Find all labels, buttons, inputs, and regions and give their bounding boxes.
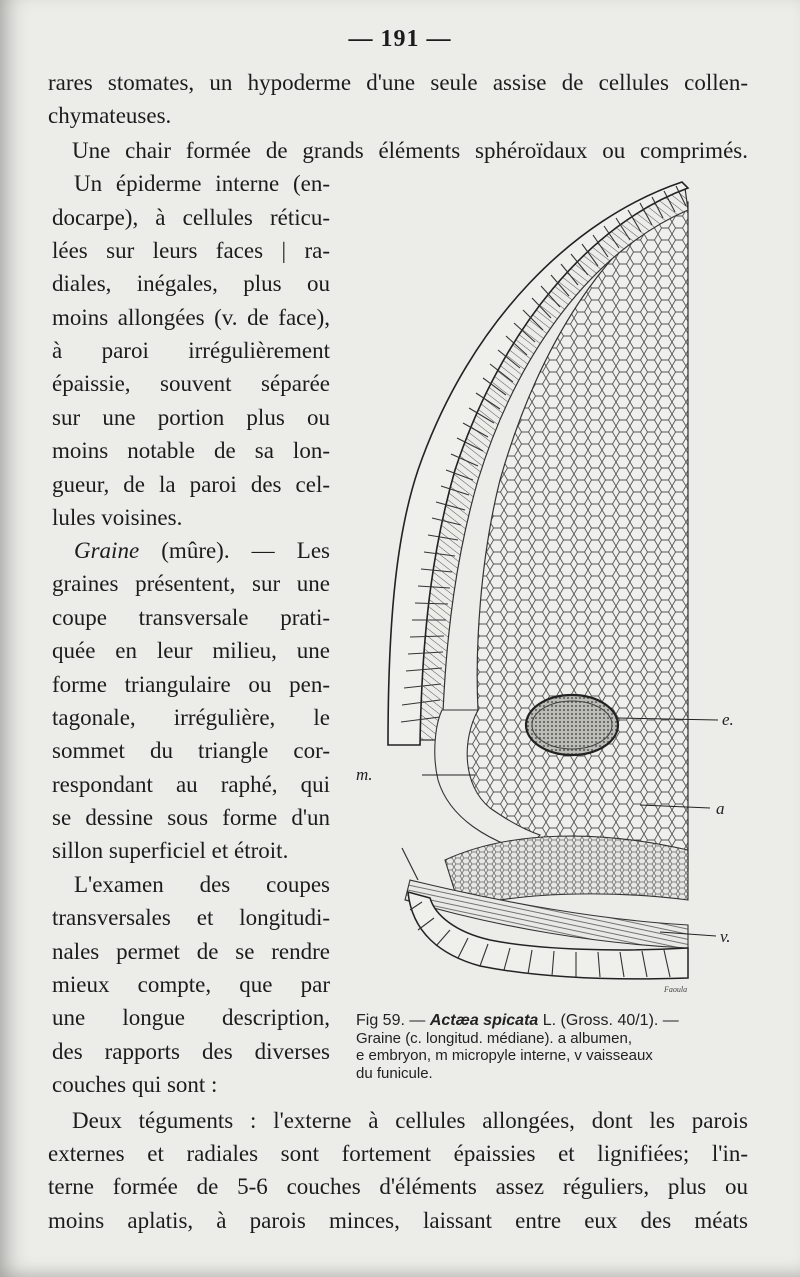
side-line: forme triangulaire ou pen- xyxy=(52,672,330,697)
side-line: gueur, de la paroi des cel- xyxy=(52,472,330,497)
side-line: sillon superficiel et étroit. xyxy=(52,838,289,863)
side-line: diales, inégales, plus ou xyxy=(52,271,330,296)
body-line: rares stomates, un hypoderme d'une seule assise de cellules collen- xyxy=(48,70,748,95)
side-line: se dessine sous forme d'un xyxy=(52,805,330,830)
side-line: épaissie, souvent séparée xyxy=(52,371,330,396)
albumen-region xyxy=(465,202,688,870)
label-e: e. xyxy=(722,710,734,729)
side-line: transversales et longitudi- xyxy=(52,905,330,930)
side-line: sommet du triangle cor- xyxy=(52,738,330,763)
side-line: quée en leur milieu, une xyxy=(52,638,330,663)
page-number: — 191 — xyxy=(348,26,452,52)
engraver-signature: Faoula xyxy=(664,985,688,994)
body-line: chymateuses. xyxy=(48,103,172,128)
side-line: respondant au raphé, qui xyxy=(52,772,330,797)
side-line: nales permet de se rendre xyxy=(52,939,330,964)
side-line: docarpe), à cellules réticu- xyxy=(52,205,330,230)
side-line: L'examen des coupes xyxy=(74,872,330,897)
side-line: moins notable de sa lon- xyxy=(52,438,330,463)
side-line: tagonale, irrégulière, le xyxy=(52,705,330,730)
body-line: externes et radiales sont fortement épaissies et lignifiées; l'in- xyxy=(48,1141,748,1166)
side-line: graines présentent, sur une xyxy=(52,571,330,596)
side-line: une longue description, xyxy=(52,1005,330,1030)
body-line: terne formée de 5-6 couches d'éléments assez réguliers, plus ou xyxy=(48,1174,748,1199)
caption-magnification: L. (Gross. 40/1). — xyxy=(538,1012,679,1029)
side-line: à paroi irrégulièrement xyxy=(52,338,330,363)
side-line: mieux compte, que par xyxy=(52,972,330,997)
caption-fig-number: Fig 59. — xyxy=(356,1012,430,1029)
side-line: moins allongées (v. de face), xyxy=(52,305,330,330)
embryo xyxy=(526,695,618,755)
graine-rest: (mûre). — Les xyxy=(139,538,330,563)
label-a: a xyxy=(716,799,725,818)
side-line: des rapports des diverses xyxy=(52,1039,330,1064)
label-m: m. xyxy=(356,765,373,784)
figure-caption xyxy=(356,1012,752,1082)
graine-label: Graine xyxy=(74,538,140,563)
seed-section-figure xyxy=(350,180,760,1010)
caption-line-2: Graine (c. longitud. médiane). a albumen, xyxy=(356,1029,632,1047)
body-line: moins aplatis, à parois minces, laissant entre eux des méats xyxy=(48,1208,748,1233)
caption-line-1 xyxy=(356,1012,752,1030)
caption-line-4: du funicule. xyxy=(356,1064,433,1082)
side-line: sur une portion plus ou xyxy=(52,405,330,430)
side-line: couches qui sont : xyxy=(52,1072,218,1097)
side-line: coupe transversale prati- xyxy=(52,605,330,630)
caption-line-3: e embryon, m micropyle interne, v vaisseaux xyxy=(356,1047,653,1064)
side-line: Un épiderme interne (en- xyxy=(74,171,330,196)
body-line: Une chair formée de grands éléments sphéroïdaux ou comprimés. xyxy=(72,138,748,163)
side-line: lules voisines. xyxy=(52,505,183,530)
side-line-graine xyxy=(74,536,330,566)
body-line: Deux téguments : l'externe à cellules allongées, dont les parois xyxy=(72,1108,748,1133)
caption-species: Actæa spicata xyxy=(429,1012,539,1029)
side-line: lées sur leurs faces | ra- xyxy=(52,238,330,263)
label-v: v. xyxy=(720,927,731,946)
